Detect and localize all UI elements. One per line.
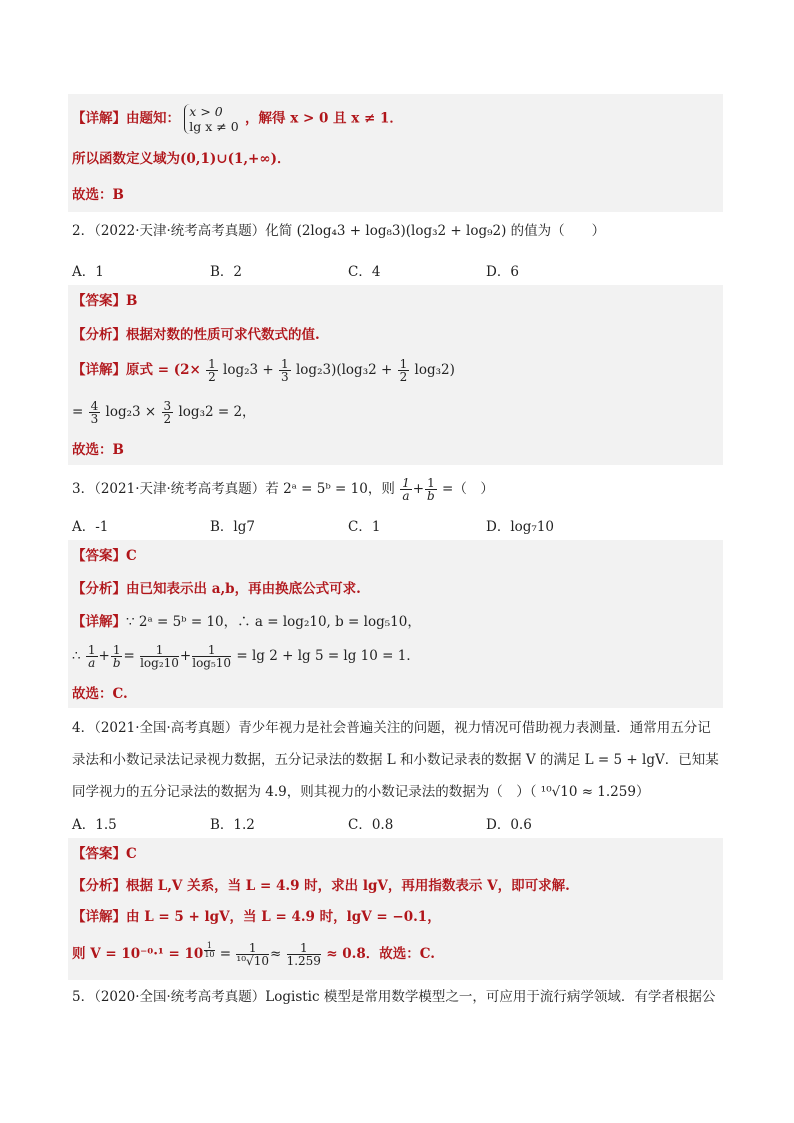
q4-detail-label: 【详解】: [72, 909, 126, 925]
q2-detail-line: [72, 358, 722, 383]
q4-option-d: D．0.6: [486, 817, 532, 833]
fraction-exponent: 1 10: [204, 941, 215, 959]
q3-stem-prefix: 3．（2021·天津·统考高考真题）若 2ᵃ = 5ᵇ = 10，则: [72, 481, 395, 497]
q5-stem-line1: 5．（2020·全国·统考高考真题）Logistic 模型是常用数学模型之一，可应用于流行病学领域．有学者根据公: [72, 989, 716, 1005]
fraction-one-over-b: $\frac{1}{b}$: [427, 476, 435, 503]
q3-detail: ∵ 2ᵃ = 5ᵇ = 10，∴ a = log₂10, b = log₅10，: [126, 614, 421, 630]
q3-analysis-line: [72, 578, 722, 600]
fraction-half: $\frac{1}{2}$: [208, 357, 216, 384]
q2-answer-label: 【答案】: [72, 293, 126, 309]
q1-detail-line: [72, 104, 722, 134]
q2-option-a: A．1: [72, 264, 104, 280]
fraction-one-over-1259: $\frac{1}{1.259}$: [286, 941, 321, 968]
q4-analysis-label: 【分析】: [72, 878, 126, 894]
q2-line2-end: log₃2 = 2，: [178, 404, 256, 420]
q2-detail-prefix: 原式 = (2×: [126, 362, 201, 378]
q1-system-row1: x > 0: [189, 104, 223, 119]
q2-analysis: 根据对数的性质可求代数式的值.: [126, 327, 320, 343]
q1-domain: 所以函数定义域为(0,1)∪(1,+∞)．: [72, 151, 291, 167]
q3-stem: 3．（2021·天津·统考高考真题）若 2ᵃ = 5ᵇ = 10，则 $\frac{1}{a}$ + $\frac{1}{b}$ =（ ）: [72, 476, 494, 503]
q3-detail-label: 【详解】: [72, 614, 126, 630]
q1-choice: 故选：B: [72, 187, 124, 203]
q3-detail-line: [72, 611, 722, 633]
q2-analysis-label: 【分析】: [72, 327, 126, 343]
q4-detail-line: [72, 906, 722, 928]
fraction-three-halves: $\frac{3}{2}$: [163, 399, 172, 426]
q1-system-row2: lg x ≠ 0: [189, 119, 239, 134]
q1-equation-system: [184, 104, 238, 134]
q4-answer: C: [126, 846, 137, 862]
fraction-third: $\frac{1}{3}$: [281, 357, 289, 384]
q2-line2-prefix: =: [72, 404, 84, 420]
q2-stem: 2．（2022·天津·统考高考真题）化简 (2log₄3 + log₈3)(log₃2 + log₉2) 的值为（ ）: [72, 223, 606, 239]
q2-detail-mid2: log₂3)(log₃2 +: [295, 362, 393, 378]
q4-answer-line: [72, 843, 722, 865]
fraction-one-over-b-2: $\frac{1}{b}$: [112, 643, 121, 670]
q4-option-b: B．1.2: [210, 817, 255, 833]
q2-detail-mid1: log₂3 +: [223, 362, 274, 378]
q4-analysis-line: [72, 875, 722, 897]
q4-option-c: C．0.8: [348, 817, 394, 833]
q3-line2-prefix: ∴: [72, 648, 81, 664]
q3-answer-line: [72, 545, 722, 567]
q2-answer-line: [72, 290, 722, 312]
q2-choice: 故选：B: [72, 442, 124, 458]
q3-answer: C: [126, 548, 137, 564]
q3-option-b: B．lg7: [210, 519, 255, 535]
fraction-one-over-log2: $\frac{1}{\text{log₂10}}$: [140, 643, 179, 670]
q4-option-a: A．1.5: [72, 817, 117, 833]
q2-detail-label: 【详解】: [72, 362, 126, 378]
q4-answer-label: 【答案】: [72, 846, 126, 862]
q3-answer-label: 【答案】: [72, 548, 126, 564]
q2-analysis-line: [72, 324, 722, 346]
fraction-half-2: $\frac{1}{2}$: [399, 357, 408, 384]
q2-answer: B: [126, 293, 138, 309]
q3-calc-line: ∴ $\frac{1}{a}$ + $\frac{1}{b}$ = $\frac{1}{\text{log₂10}}$ + $\frac{1}{\text{log₅10}}$ = lg 2 + lg 5 = lg 10 = 1．: [72, 643, 420, 670]
q2-option-d: D．6: [486, 264, 519, 280]
q1-detail-result: ，解得 x > 0 且 x ≠ 1．: [245, 110, 403, 127]
q2-option-c: C．4: [348, 264, 381, 280]
q4-stem-line3: 同学视力的五分记录法的数据为 4.9，则其视力的小数记录法的数据为（ ）（ ¹⁰√10 ≈ 1.259）: [72, 784, 650, 800]
q2-option-b: B．2: [210, 264, 243, 280]
q1-detail-text: 由题知：: [126, 110, 180, 127]
q3-option-c: C．1: [348, 519, 381, 535]
q4-stem-line1: 4．（2021·全国·高考真题）青少年视力是社会普遍关注的问题，视力情况可借助视力表测量．通常用五分记: [72, 720, 711, 736]
q3-option-d: D．log₇10: [486, 519, 555, 535]
q4-analysis: 根据 L,V 关系，当 L = 4.9 时，求出 lgV，再用指数表示 V，即可求解.: [126, 878, 570, 894]
q3-option-a: A．-1: [72, 519, 109, 535]
q2-detail-end: log₃2): [414, 362, 455, 378]
q4-line2-prefix: 则 V = 10⁻⁰·¹ = 10: [72, 946, 204, 962]
fraction-one-over-log5: $\frac{1}{\text{log₅10}}$: [192, 643, 232, 670]
q3-choice: 故选：C.: [72, 686, 128, 702]
q2-calc-line: [72, 400, 722, 425]
fraction-one-over-a: $\frac{1}{a}$: [402, 476, 410, 503]
fraction-four-thirds: $\frac{4}{3}$: [90, 399, 99, 426]
q4-stem-line2: 录法和小数记录法记录视力数据，五分记录法的数据 L 和小数记录表的数据 V 的满足 L = 5 + lgV．已知某: [72, 752, 719, 768]
q4-calc-line: 则 V = 10⁻⁰·¹ = 10 $^{\frac{1}{10}}$ = $\frac{1}{\text{¹⁰√10}}$ ≈ $\frac{1}{1.259}$ ≈ 0.8．故选：C.: [72, 941, 435, 968]
q3-line2-end: = lg 2 + lg 5 = lg 10 = 1．: [236, 648, 420, 664]
q4-detail: 由 L = 5 + lgV，当 L = 4.9 时，lgV = −0.1，: [126, 909, 441, 925]
q3-stem-suffix: =（ ）: [442, 481, 494, 497]
fraction-one-over-root: $\frac{1}{\text{¹⁰√10}}$: [236, 941, 269, 968]
q1-detail-label: 【详解】: [72, 110, 126, 127]
fraction-one-over-a-2: $\frac{1}{a}$: [87, 643, 96, 670]
q2-line2-mid: log₂3 ×: [105, 404, 157, 420]
q3-analysis-label: 【分析】: [72, 581, 126, 597]
q3-analysis: 由已知表示出 a,b，再由换底公式可求.: [126, 581, 361, 597]
q4-line2-end: ≈ 0.8．故选：C.: [326, 946, 435, 962]
